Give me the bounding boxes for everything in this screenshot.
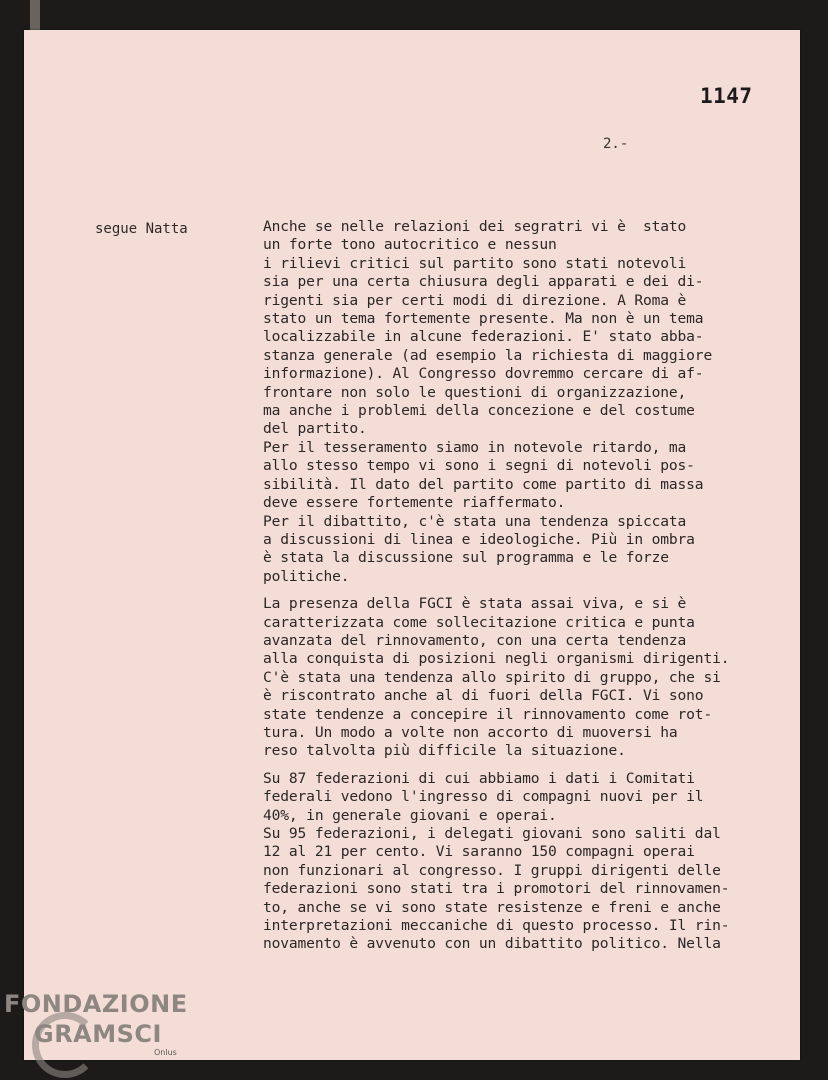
paragraph [263, 218, 798, 586]
text-line: frontare non solo le questioni di organizzazione, [263, 383, 687, 401]
text-line: Su 95 federazioni, i delegati giovani sono saliti dal [263, 825, 721, 842]
text-line: tura. Un modo a volte non accorto di muoversi ha [263, 723, 678, 741]
text-line: state tendenze a concepire il rinnovamento come rot- [263, 705, 713, 723]
text-line: stato un tema fortemente presente. Ma non è un tema [263, 310, 704, 328]
text-line: ma anche i problemi della concezione e del costume [263, 402, 695, 420]
text-line: i rilievi critici sul partito sono stati notevoli [263, 254, 687, 272]
text-line: novamento è avvenuto con un dibattito politico. Nella [263, 935, 721, 953]
text-line: reso talvolta più difficile la situazione. [263, 742, 626, 760]
text-line: C'è stata una tendenza allo spirito di gruppo, che si [263, 668, 721, 686]
text-line: rigenti sia per certi modi di direzione. A Roma è [263, 291, 687, 309]
watermark-line-2: GRAMSCI [34, 1020, 162, 1048]
sheet-number: 2.- [603, 136, 629, 152]
watermark-line-1: FONDAZIONE [4, 990, 188, 1018]
text-line: politiche. [263, 567, 350, 585]
text-line: Su 87 federazioni di cui abbiamo i dati i Comitati [263, 769, 695, 787]
document-body [263, 218, 798, 954]
text-line: stanza generale (ad esempio la richiesta di maggiore [263, 346, 713, 364]
text-line: interpretazioni meccaniche di questo processo. Il rin- [263, 917, 730, 935]
text-line: Anche se nelle relazioni dei segratri vi è stato [263, 218, 687, 235]
text-line: sibilità. Il dato del partito come partito di massa [263, 475, 704, 493]
text-line: to, anche se vi sono state resistenze e freni e anche [263, 898, 721, 916]
paragraph [263, 770, 798, 954]
text-line: caratterizzata come sollecitazione critica e punta [263, 613, 695, 631]
paragraph [263, 595, 798, 761]
text-line: Per il dibattito, c'è stata una tendenza spiccata [263, 512, 687, 530]
text-line: sia per una certa chiusura degli apparati e dei di- [263, 273, 704, 291]
text-line: localizzabile in alcune federazioni. E' stato abba- [263, 328, 704, 346]
text-line: è stata la discussione sul programma e le forze [263, 549, 669, 567]
text-line: deve essere fortemente riaffermato. [263, 494, 566, 512]
text-line: non funzionari al congresso. I gruppi dirigenti delle [263, 861, 721, 879]
text-line: La presenza della FGCI è stata assai viva, e si è [263, 595, 687, 613]
page-number: 1147 [700, 84, 753, 108]
text-line: 40%, in generale giovani e operai. [263, 806, 557, 824]
text-line: avanzata del rinnovamento, con una certa tendenza [263, 631, 687, 649]
text-line: informazione). Al Congresso dovremmo cercare di af- [263, 365, 704, 383]
text-line: un forte tono autocritico e nessun [263, 236, 557, 254]
text-line: federazioni sono stati tra i promotori del rinnovamen- [263, 880, 730, 898]
text-line: Per il tesseramento siamo in notevole ritardo, ma [263, 438, 687, 456]
text-line: a discussioni di linea e ideologiche. Più in ombra [263, 530, 695, 548]
text-line: federali vedono l'ingresso di compagni nuovi per il [263, 788, 704, 806]
text-line: 12 al 21 per cento. Vi saranno 150 compagni operai [263, 843, 695, 861]
speaker-label: segue Natta [95, 221, 188, 237]
text-line: allo stesso tempo vi sono i segni di notevoli pos- [263, 457, 695, 475]
watermark-sub: Onlus [154, 1048, 177, 1057]
text-line: è riscontrato anche al di fuori della FGCI. Vi sono [263, 687, 704, 705]
text-line: alla conquista di posizioni negli organismi dirigenti. [263, 650, 730, 668]
text-line: del partito. [263, 420, 367, 438]
